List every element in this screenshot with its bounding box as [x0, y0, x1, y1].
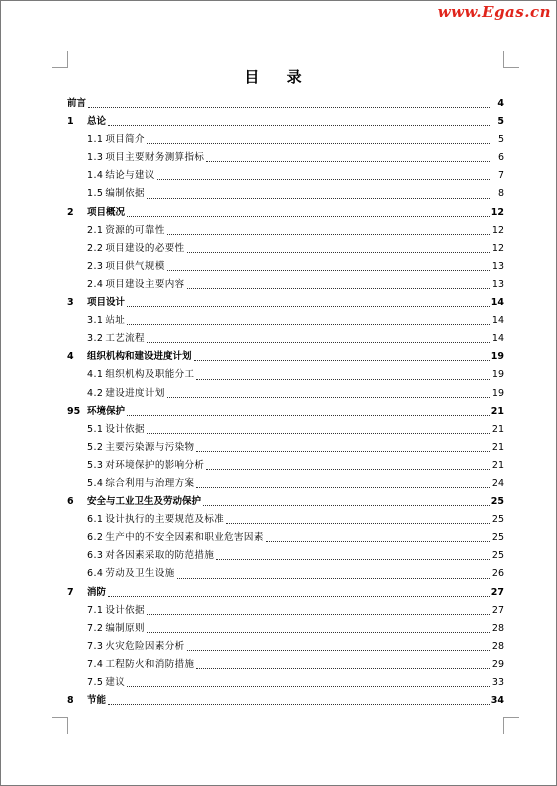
- toc-entry-number: 2.3: [87, 260, 104, 272]
- crop-mark-top-left-v: [67, 51, 68, 67]
- toc-dot-leader: [196, 451, 490, 452]
- toc-page-number: 25: [491, 550, 504, 562]
- toc-dot-leader: [187, 252, 490, 253]
- toc-dot-leader: [266, 541, 490, 542]
- toc-entry-text: [67, 95, 86, 113]
- toc-dot-leader: [206, 161, 490, 162]
- toc-entry-text: [87, 330, 145, 348]
- toc-dot-leader: [187, 650, 490, 651]
- toc-entry-label: 生产中的不安全因素和职业危害因素: [105, 532, 264, 544]
- toc-page-number: 4: [497, 98, 504, 109]
- toc-entry-label: 前言: [67, 98, 87, 109]
- toc-entry-number: 1: [67, 116, 74, 128]
- toc-entry-number: 6.1: [87, 514, 104, 526]
- toc-entry[interactable]: [67, 204, 504, 222]
- watermark-logo: www.Egas.cn: [437, 3, 551, 21]
- toc-entry-number: 5.4: [87, 477, 104, 489]
- toc-dot-leader: [203, 505, 490, 506]
- toc-entry-text: [87, 131, 145, 149]
- toc-entry-text: [87, 421, 145, 439]
- toc-page-number: 13: [491, 260, 504, 272]
- toc-entry[interactable]: [67, 493, 504, 511]
- toc-entry[interactable]: [67, 366, 504, 384]
- toc-entry-label: 火灾危险因素分析: [105, 640, 185, 652]
- toc-entry-number: 7.1: [87, 604, 104, 616]
- toc-entry[interactable]: [67, 439, 504, 457]
- toc-dot-leader: [187, 288, 490, 289]
- toc-entry-label: 综合利用与治理方案: [105, 477, 195, 489]
- crop-mark-bottom-right-v: [503, 718, 504, 734]
- toc-page-number: 19: [491, 387, 504, 399]
- toc-entry-label: 项目设计: [87, 297, 126, 309]
- toc-entry-label: 设计执行的主要规范及标准: [105, 514, 225, 526]
- toc-entry-text: [87, 638, 185, 656]
- toc-dot-leader: [108, 125, 490, 126]
- toc-dot-leader: [196, 668, 490, 669]
- toc-entry-number: 4.1: [87, 369, 104, 381]
- toc-page-number: 5: [497, 116, 504, 128]
- toc-dot-leader: [167, 270, 490, 271]
- toc-entry-number: 2.2: [87, 242, 104, 254]
- toc-dot-leader: [127, 415, 490, 416]
- toc-entry-number: 4.2: [87, 387, 104, 399]
- toc-entry-label: 劳动及卫生设施: [105, 568, 175, 580]
- toc-entry-label: 项目主要财务测算指标: [105, 152, 205, 164]
- toc-entry-text: [87, 185, 145, 203]
- toc-entry-number: 7.4: [87, 658, 104, 670]
- toc-page-number: 8: [497, 188, 504, 200]
- toc-entry-label: 建设进度计划: [105, 387, 165, 399]
- crop-mark-top-right-v: [503, 51, 504, 67]
- toc-entry-number: 2: [67, 206, 74, 218]
- toc-dot-leader: [147, 198, 490, 199]
- toc-entry-text: [87, 511, 224, 529]
- toc-entry-text: [87, 312, 125, 330]
- toc-entry[interactable]: [67, 565, 504, 583]
- toc-entry-number: 5.1: [87, 423, 104, 435]
- toc-dot-leader: [147, 433, 490, 434]
- toc-dot-leader: [147, 342, 490, 343]
- toc-entry[interactable]: [67, 185, 504, 203]
- toc-entry[interactable]: [67, 692, 504, 710]
- toc-entry-text: [87, 258, 165, 276]
- toc-entry-label: 项目建设主要内容: [105, 278, 185, 290]
- toc-entry-number: 7.3: [87, 640, 104, 652]
- toc-entry-label: 项目简介: [105, 134, 145, 146]
- toc-page-number: 14: [491, 315, 504, 327]
- toc-entry[interactable]: [67, 294, 504, 312]
- toc-entry-label: 对环境保护的影响分析: [105, 459, 205, 471]
- toc-dot-leader: [127, 324, 490, 325]
- toc-entry-number: 2.4: [87, 278, 104, 290]
- toc-entry-text: [87, 167, 155, 185]
- toc-entry-number: 5.2: [87, 441, 104, 453]
- toc-entry[interactable]: [67, 348, 504, 366]
- toc-page-number: 25: [491, 514, 504, 526]
- toc-dot-leader: [196, 487, 490, 488]
- toc-page-number: 12: [490, 206, 504, 218]
- toc-entry-label: 编制依据: [105, 188, 145, 200]
- toc-page-number: 28: [491, 640, 504, 652]
- toc-entry-text: [67, 692, 106, 710]
- toc-page-number: 14: [491, 333, 504, 345]
- toc-page-number: 26: [491, 568, 504, 580]
- toc-entry-number: 6.3: [87, 550, 104, 562]
- toc-entry-number: 4: [67, 351, 74, 363]
- toc-dot-leader: [157, 179, 490, 180]
- toc-entry[interactable]: [67, 656, 504, 674]
- toc-dot-leader: [167, 397, 490, 398]
- toc-entry-number: 1.5: [87, 188, 104, 200]
- toc-dot-leader: [177, 578, 490, 579]
- toc-entry-text: [67, 584, 106, 602]
- toc-entry-label: 节能: [87, 695, 107, 707]
- toc-page-number: 12: [491, 224, 504, 236]
- toc-entry-number: 95: [67, 405, 81, 417]
- toc-entry-text: [67, 113, 106, 131]
- toc-entry-text: [87, 439, 194, 457]
- toc-entry[interactable]: [67, 421, 504, 439]
- toc-page-number: 5: [497, 134, 504, 146]
- toc-entry-text: [87, 457, 204, 475]
- toc-entry-label: 资源的可靠性: [105, 224, 165, 236]
- toc-page-number: 29: [491, 658, 504, 670]
- toc-entry[interactable]: [67, 385, 504, 403]
- toc-dot-leader: [108, 596, 490, 597]
- toc-entry[interactable]: [67, 584, 504, 602]
- toc-entry-label: 环境保护: [87, 405, 126, 417]
- toc-dot-leader: [127, 686, 490, 687]
- toc-dot-leader: [147, 614, 490, 615]
- toc-page-number: 13: [491, 278, 504, 290]
- toc-entry-text: [67, 204, 125, 222]
- toc-entry[interactable]: [67, 113, 504, 131]
- toc-entry-label: 结论与建议: [105, 170, 155, 182]
- toc-entry[interactable]: [67, 602, 504, 620]
- toc-dot-leader: [226, 523, 490, 524]
- toc-page-number: 34: [490, 695, 504, 707]
- toc-page-number: 27: [490, 586, 504, 598]
- toc-entry-number: 2.1: [87, 224, 104, 236]
- toc-entry-number: 3.1: [87, 315, 104, 327]
- toc-entry-text: [67, 348, 192, 366]
- page-title: 目 录: [244, 68, 313, 86]
- toc-entry[interactable]: [67, 403, 504, 421]
- toc-entry-number: 3.2: [87, 333, 104, 345]
- toc-entry-text: [87, 276, 185, 294]
- toc-entry-number: 6.2: [87, 532, 104, 544]
- toc-page-number: 19: [491, 369, 504, 381]
- toc-entry-label: 项目供气规模: [105, 260, 165, 272]
- toc-dot-leader: [194, 360, 490, 361]
- toc-entry-label: 项目概况: [87, 206, 126, 218]
- toc-page-number: 21: [490, 405, 504, 417]
- toc-entry[interactable]: [67, 276, 504, 294]
- toc-entry-text: [87, 620, 145, 638]
- toc-entry-text: [67, 493, 201, 511]
- toc-page-number: 21: [491, 441, 504, 453]
- toc-entry-number: 6: [67, 496, 74, 508]
- toc-entry[interactable]: [67, 475, 504, 493]
- toc-entry-label: 设计依据: [105, 423, 145, 435]
- toc-entry-number: 5.3: [87, 459, 104, 471]
- toc-page-number: 14: [490, 297, 504, 309]
- toc-entry-text: [87, 656, 194, 674]
- toc-page-number: 21: [491, 459, 504, 471]
- toc-entry-text: [87, 602, 145, 620]
- toc-entry-number: 1.1: [87, 134, 104, 146]
- toc-entry-text: [87, 674, 125, 692]
- crop-mark-bottom-left-v: [67, 718, 68, 734]
- toc-entry-label: 组织机构及职能分工: [105, 369, 195, 381]
- toc-entry-label: 编制原则: [105, 622, 145, 634]
- toc-page-number: 28: [491, 622, 504, 634]
- toc-entry-text: [87, 565, 175, 583]
- toc-entry-label: 设计依据: [105, 604, 145, 616]
- toc-dot-leader: [216, 559, 490, 560]
- toc-entry[interactable]: [67, 131, 504, 149]
- toc-entry[interactable]: [67, 620, 504, 638]
- toc-entry[interactable]: [67, 312, 504, 330]
- crop-mark-bottom-left-h: [52, 717, 68, 718]
- toc-entry-label: 对各因素采取的防范措施: [105, 550, 215, 562]
- toc-page-number: 25: [490, 496, 504, 508]
- toc-entry[interactable]: [67, 529, 504, 547]
- table-of-contents: [67, 95, 504, 710]
- toc-entry-label: 工艺流程: [105, 333, 145, 345]
- toc-entry-number: 8: [67, 695, 74, 707]
- toc-dot-leader: [206, 469, 490, 470]
- toc-page-number: 24: [491, 477, 504, 489]
- toc-entry-text: [87, 529, 264, 547]
- toc-entry-text: [87, 366, 194, 384]
- toc-page-number: 7: [497, 170, 504, 182]
- toc-dot-leader: [196, 379, 490, 380]
- toc-entry[interactable]: [67, 222, 504, 240]
- toc-entry-number: 6.4: [87, 568, 104, 580]
- toc-entry[interactable]: [67, 547, 504, 565]
- toc-dot-leader: [88, 107, 490, 108]
- toc-entry[interactable]: [67, 95, 504, 113]
- toc-entry-text: [87, 222, 165, 240]
- toc-dot-leader: [147, 632, 490, 633]
- toc-entry-text: [87, 149, 204, 167]
- toc-entry-number: 7: [67, 586, 74, 598]
- toc-entry[interactable]: [67, 167, 504, 185]
- toc-entry-text: [87, 475, 194, 493]
- toc-entry-text: [67, 403, 125, 421]
- toc-page-number: 33: [491, 677, 504, 688]
- crop-mark-bottom-right-h: [503, 717, 519, 718]
- toc-page-number: 27: [491, 604, 504, 616]
- toc-entry-label: 主要污染源与污染物: [105, 441, 195, 453]
- toc-entry-label: 消防: [87, 586, 107, 598]
- toc-entry[interactable]: [67, 258, 504, 276]
- toc-page-number: 21: [491, 423, 504, 435]
- toc-entry-text: [67, 294, 125, 312]
- toc-entry-number: 1.3: [87, 152, 104, 164]
- toc-entry[interactable]: [67, 511, 504, 529]
- toc-entry-label: 工程防火和消防措施: [105, 658, 195, 670]
- toc-entry-number: 7.5: [87, 677, 104, 688]
- toc-entry[interactable]: [67, 330, 504, 348]
- toc-entry-number: 1.4: [87, 170, 104, 182]
- toc-entry-label: 建议: [105, 677, 126, 688]
- toc-page-number: 19: [490, 351, 504, 363]
- toc-entry[interactable]: [67, 457, 504, 475]
- toc-entry-text: [87, 240, 185, 258]
- toc-entry-label: 安全与工业卫生及劳动保护: [87, 496, 202, 508]
- toc-entry[interactable]: [67, 240, 504, 258]
- toc-dot-leader: [127, 216, 490, 217]
- toc-page-number: 25: [491, 532, 504, 544]
- toc-page-number: 12: [491, 242, 504, 254]
- toc-entry-label: 组织机构和建设进度计划: [87, 351, 192, 363]
- toc-entry-label: 总论: [87, 116, 107, 128]
- toc-dot-leader: [167, 234, 490, 235]
- toc-dot-leader: [127, 306, 490, 307]
- toc-page-number: 6: [497, 152, 504, 164]
- toc-dot-leader: [147, 143, 490, 144]
- toc-entry-label: 站址: [105, 315, 126, 327]
- toc-entry[interactable]: [67, 149, 504, 167]
- toc-dot-leader: [108, 704, 490, 705]
- toc-entry-text: [87, 547, 214, 565]
- toc-entry-number: 3: [67, 297, 74, 309]
- toc-entry[interactable]: [67, 638, 504, 656]
- toc-entry[interactable]: [67, 674, 504, 692]
- toc-entry-text: [87, 385, 165, 403]
- toc-entry-label: 项目建设的必要性: [105, 242, 185, 254]
- toc-entry-number: 7.2: [87, 622, 104, 634]
